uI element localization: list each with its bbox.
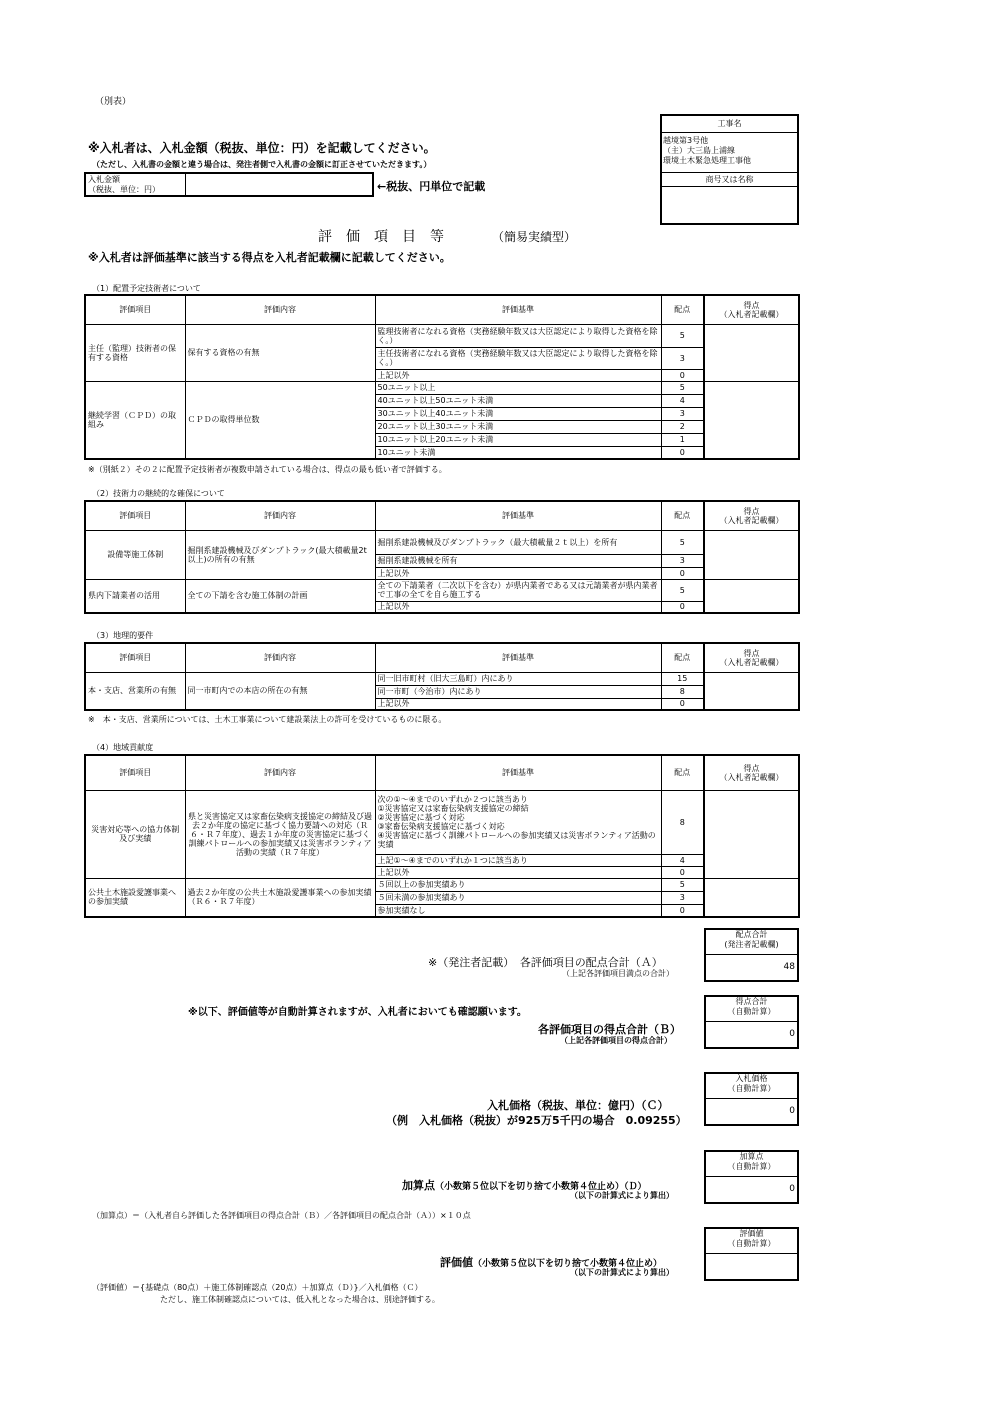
- bid-price-label: 入札価格（税抜、単位：億円）（Ｃ）: [487, 1099, 669, 1112]
- section1-table: [84, 294, 800, 460]
- section2-title: （2）技術力の継続的な確保について: [92, 489, 225, 498]
- criteria-cell: 30ユニット以上40ユニット未満: [375, 407, 661, 420]
- criteria-cell: 掘削系建設機械を所有: [375, 554, 661, 567]
- bid-price-box: [704, 1072, 799, 1126]
- bid-amount-note: ←税抜、円単位で記載: [377, 180, 486, 193]
- points-cell: 5: [661, 579, 704, 601]
- col-header-criteria: 評価基準: [375, 295, 661, 324]
- points-cell: 2: [661, 420, 704, 433]
- content-cell: ＣＰＤの取得単位数: [185, 381, 375, 459]
- col-header-score: 得点 （入札者記載欄）: [704, 295, 799, 324]
- koji-box: [660, 114, 799, 225]
- criteria-cell: 同一市町（今治市）内にあり: [375, 685, 661, 698]
- section3-title: （3）地理的要件: [92, 631, 154, 640]
- content-cell: 同一市町内での本店の所在の有無: [185, 672, 375, 710]
- criteria-cell: ５回以上の参加実績あり: [375, 878, 661, 891]
- col-header-criteria: 評価基準: [375, 755, 661, 790]
- col-header-item: 評価項目: [85, 501, 185, 530]
- evaluation-formula: （評価値）＝{基礎点（80点）＋施工体制確認点（20点）＋加算点（Ｄ）}／入札価格（Ｃ）: [92, 1283, 423, 1292]
- bid-price-example: （例 入札価格（税抜）が925万5千円の場合 0.09255）: [386, 1114, 687, 1127]
- criteria-cell: 参加実績なし: [375, 904, 661, 917]
- points-cell: 3: [661, 891, 704, 904]
- auto-calc-notice: ※以下、評価値等が自動計算されますが、入札者においても確認願います。: [188, 1007, 527, 1018]
- total-points-header: 配点合計 (発注者記載欄): [706, 930, 797, 955]
- points-cell: 15: [661, 672, 704, 685]
- table-row: [85, 672, 799, 685]
- bid-amount-box: [84, 172, 374, 197]
- table-row: [85, 579, 799, 601]
- points-cell: 5: [661, 530, 704, 554]
- evaluation-value-header: 評価値 （自動計算）: [706, 1229, 797, 1254]
- criteria-cell: 50ユニット以上: [375, 381, 661, 394]
- evaluation-value-label: 評価値（小数第５位以下を切り捨て小数第４位止め）: [440, 1256, 663, 1269]
- score-input[interactable]: [704, 324, 799, 381]
- criteria-cell: 上記①～④までのいずれか１つに該当あり: [375, 854, 661, 866]
- total-points-box: [704, 928, 799, 982]
- points-cell: 3: [661, 347, 704, 369]
- points-cell: 0: [661, 446, 704, 459]
- points-cell: 4: [661, 854, 704, 866]
- bid-price-header: 入札価格 （自動計算）: [706, 1074, 797, 1099]
- bid-amount-label: 入札金額 （税抜、単位：円）: [88, 175, 160, 194]
- criteria-cell: 10ユニット未満: [375, 446, 661, 459]
- score-total-box: [704, 995, 799, 1049]
- section4-title: （4）地域貢献度: [92, 743, 154, 752]
- criteria-cell: 上記以外: [375, 369, 661, 381]
- points-cell: 0: [661, 866, 704, 878]
- shogo-label: 商号又は名称: [662, 173, 797, 187]
- points-cell: 4: [661, 394, 704, 407]
- total-points-sub: （上記各評価項目満点の合計）: [562, 969, 674, 978]
- item-cell: 公共土木施設愛護事業への参加実績: [85, 878, 185, 917]
- criteria-cell: 10ユニット以上20ユニット未満: [375, 433, 661, 446]
- col-header-criteria: 評価基準: [375, 643, 661, 672]
- content-cell: 保有する資格の有無: [185, 324, 375, 381]
- score-input[interactable]: [704, 878, 799, 917]
- criteria-cell: 20ユニット以上30ユニット未満: [375, 420, 661, 433]
- item-cell: 設備等施工体制: [85, 530, 185, 579]
- shogo-input[interactable]: [662, 187, 797, 223]
- points-cell: 3: [661, 407, 704, 420]
- criteria-cell: 40ユニット以上50ユニット未満: [375, 394, 661, 407]
- points-cell: 8: [661, 685, 704, 698]
- score-total-label: 各評価項目の得点合計（Ｂ）: [538, 1023, 681, 1036]
- section4-table: [84, 754, 800, 918]
- content-cell: 掘削系建設機械及びダンプトラック(最大積載量2t以上)の所有の有無: [185, 530, 375, 579]
- col-header-points: 配点: [661, 755, 704, 790]
- table-row: [85, 530, 799, 554]
- col-header-content: 評価内容: [185, 643, 375, 672]
- page-title: 評 価 項 目 等: [318, 229, 444, 245]
- score-input[interactable]: [704, 579, 799, 613]
- col-header-score: 得点 （入札者記載欄）: [704, 755, 799, 790]
- col-header-item: 評価項目: [85, 755, 185, 790]
- points-cell: 8: [661, 790, 704, 854]
- points-cell: 5: [661, 878, 704, 891]
- col-header-score: 得点 （入札者記載欄）: [704, 643, 799, 672]
- page-subtitle: （簡易実績型）: [492, 230, 577, 244]
- bonus-points-label: 加算点（小数第５位以下を切り捨て小数第４位止め）（Ｄ）: [402, 1179, 647, 1192]
- bonus-points-value: 0: [789, 1184, 795, 1194]
- bid-amount-input[interactable]: [185, 174, 374, 195]
- criteria-cell: ５回未満の参加実績あり: [375, 891, 661, 904]
- item-cell: 継続学習（ＣＰＤ）の取組み: [85, 381, 185, 459]
- points-cell: 0: [661, 698, 704, 710]
- points-cell: 0: [661, 567, 704, 579]
- score-input[interactable]: [704, 530, 799, 579]
- bonus-points-header: 加算点 （自動計算）: [706, 1152, 797, 1177]
- section3-table: [84, 642, 800, 711]
- table-header-row: [85, 755, 799, 790]
- col-header-score: 得点 （入札者記載欄）: [704, 501, 799, 530]
- criteria-cell: 監理技術者になれる資格（実務経験年数又は大臣認定により取得した資格を除く。）: [375, 324, 661, 347]
- criteria-cell: 上記以外: [375, 567, 661, 579]
- beppyo-label: （別表）: [95, 97, 132, 107]
- points-cell: 1: [661, 433, 704, 446]
- table-header-row: [85, 643, 799, 672]
- bonus-points-sub: （以下の計算式により算出）: [570, 1191, 674, 1200]
- col-header-criteria: 評価基準: [375, 501, 661, 530]
- points-cell: 5: [661, 324, 704, 347]
- bonus-points-formula: （加算点）＝（入札者自ら評価した各評価項目の得点合計（Ｂ）／各評価項目の配点合計（Ａ））×１０点: [92, 1211, 471, 1220]
- table-row: [85, 790, 799, 854]
- table-row: [85, 878, 799, 891]
- content-cell: 過去２か年度の公共土木施設愛護事業への参加実績（Ｒ６・Ｒ７年度）: [185, 878, 375, 917]
- section1-note: ※（別紙２）その２に配置予定技術者が複数申請されている場合は、得点の最も低い者で評価する。: [88, 465, 447, 474]
- notice-correction: （ただし、入札書の金額と違う場合は、発注者側で入札書の金額に訂正させていただきます。）: [92, 160, 432, 169]
- criteria-cell: 上記以外: [375, 601, 661, 613]
- criteria-cell: 同一旧市町村（旧大三島町）内にあり: [375, 672, 661, 685]
- section2-table: [84, 500, 800, 614]
- points-cell: 0: [661, 904, 704, 917]
- criteria-cell: 主任技術者になれる資格（実務経験年数又は大臣認定により取得した資格を除く。）: [375, 347, 661, 369]
- notice-bid-amount: ※入札者は、入札金額（税抜、単位：円）を記載してください。: [88, 141, 436, 155]
- col-header-item: 評価項目: [85, 295, 185, 324]
- criteria-cell: 全ての下請業者（二次以下を含む）が県内業者である又は元請業者が県内業者で工事の全てを自ら施工する: [375, 579, 661, 601]
- bid-price-value: 0: [789, 1106, 795, 1116]
- table-row: [85, 381, 799, 394]
- total-points-value: 48: [783, 962, 795, 972]
- col-header-content: 評価内容: [185, 295, 375, 324]
- criteria-cell: 上記以外: [375, 698, 661, 710]
- criteria-cell: 掘削系建設機械及びダンプトラック（最大積載量２ｔ以上）を所有: [375, 530, 661, 554]
- score-input[interactable]: [704, 790, 799, 878]
- item-cell: 本・支店、営業所の有無: [85, 672, 185, 710]
- score-total-header: 得点合計 （自動計算）: [706, 997, 797, 1022]
- content-cell: 全ての下請を含む施工体制の計画: [185, 579, 375, 613]
- score-total-sub: （上記各評価項目の得点合計）: [560, 1036, 672, 1045]
- evaluation-formula-note: ただし、施工体制確認点については、低入札となった場合は、別途評価する。: [160, 1295, 440, 1304]
- col-header-points: 配点: [661, 295, 704, 324]
- col-header-points: 配点: [661, 501, 704, 530]
- table-header-row: [85, 295, 799, 324]
- evaluation-value-box: [704, 1227, 799, 1281]
- points-cell: 0: [661, 369, 704, 381]
- total-points-label: ※（発注者記載） 各評価項目の配点合計（Ａ）: [428, 956, 663, 969]
- content-cell: 県と災害協定又は家畜伝染病支援協定の締結及び過去２か年度の協定に基づく協力要請への対応（Ｒ６・Ｒ７年度）、過去１か年度の災害協定に基づく訓練パトロールへの参加実績又は災害ボランティア活動の実績（Ｒ７年度）: [185, 790, 375, 878]
- points-cell: 0: [661, 601, 704, 613]
- col-header-content: 評価内容: [185, 501, 375, 530]
- score-input[interactable]: [704, 672, 799, 710]
- instruction: ※入札者は評価基準に該当する得点を入札者記載欄に記載してください。: [88, 251, 451, 264]
- col-header-item: 評価項目: [85, 643, 185, 672]
- item-cell: 県内下請業者の活用: [85, 579, 185, 613]
- item-cell: 主任（監理）技術者の保有する資格: [85, 324, 185, 381]
- points-cell: 5: [661, 381, 704, 394]
- criteria-cell: 上記以外: [375, 866, 661, 878]
- koji-label: 工事名: [662, 116, 797, 133]
- criteria-cell: 次の①～④までのいずれか２つに該当あり ①災害協定又は家畜伝染病支援協定の締結 ②災害協定に基づく対応 ③家畜伝染病支援協定に基づく対応 ④災害協定に基づく訓練パトロールへの参加実績又は災害ボランティア活動の実績: [375, 790, 661, 854]
- col-header-points: 配点: [661, 643, 704, 672]
- koji-name: 越境第3号他 （主）大三島上浦線 環境土木緊急処理工事他: [662, 133, 797, 173]
- item-cell: 災害対応等への協力体制及び実績: [85, 790, 185, 878]
- score-total-value: 0: [789, 1029, 795, 1039]
- section3-note: ※ 本・支店、営業所については、土木工事業について建設業法上の許可を受けているものに限る。: [88, 715, 447, 724]
- score-input[interactable]: [704, 381, 799, 459]
- evaluation-value-sub: （以下の計算式により算出）: [570, 1268, 674, 1277]
- section1-title: （1）配置予定技術者について: [92, 284, 201, 293]
- table-header-row: [85, 501, 799, 530]
- col-header-content: 評価内容: [185, 755, 375, 790]
- table-row: [85, 324, 799, 347]
- points-cell: 3: [661, 554, 704, 567]
- bonus-points-box: [704, 1150, 799, 1204]
